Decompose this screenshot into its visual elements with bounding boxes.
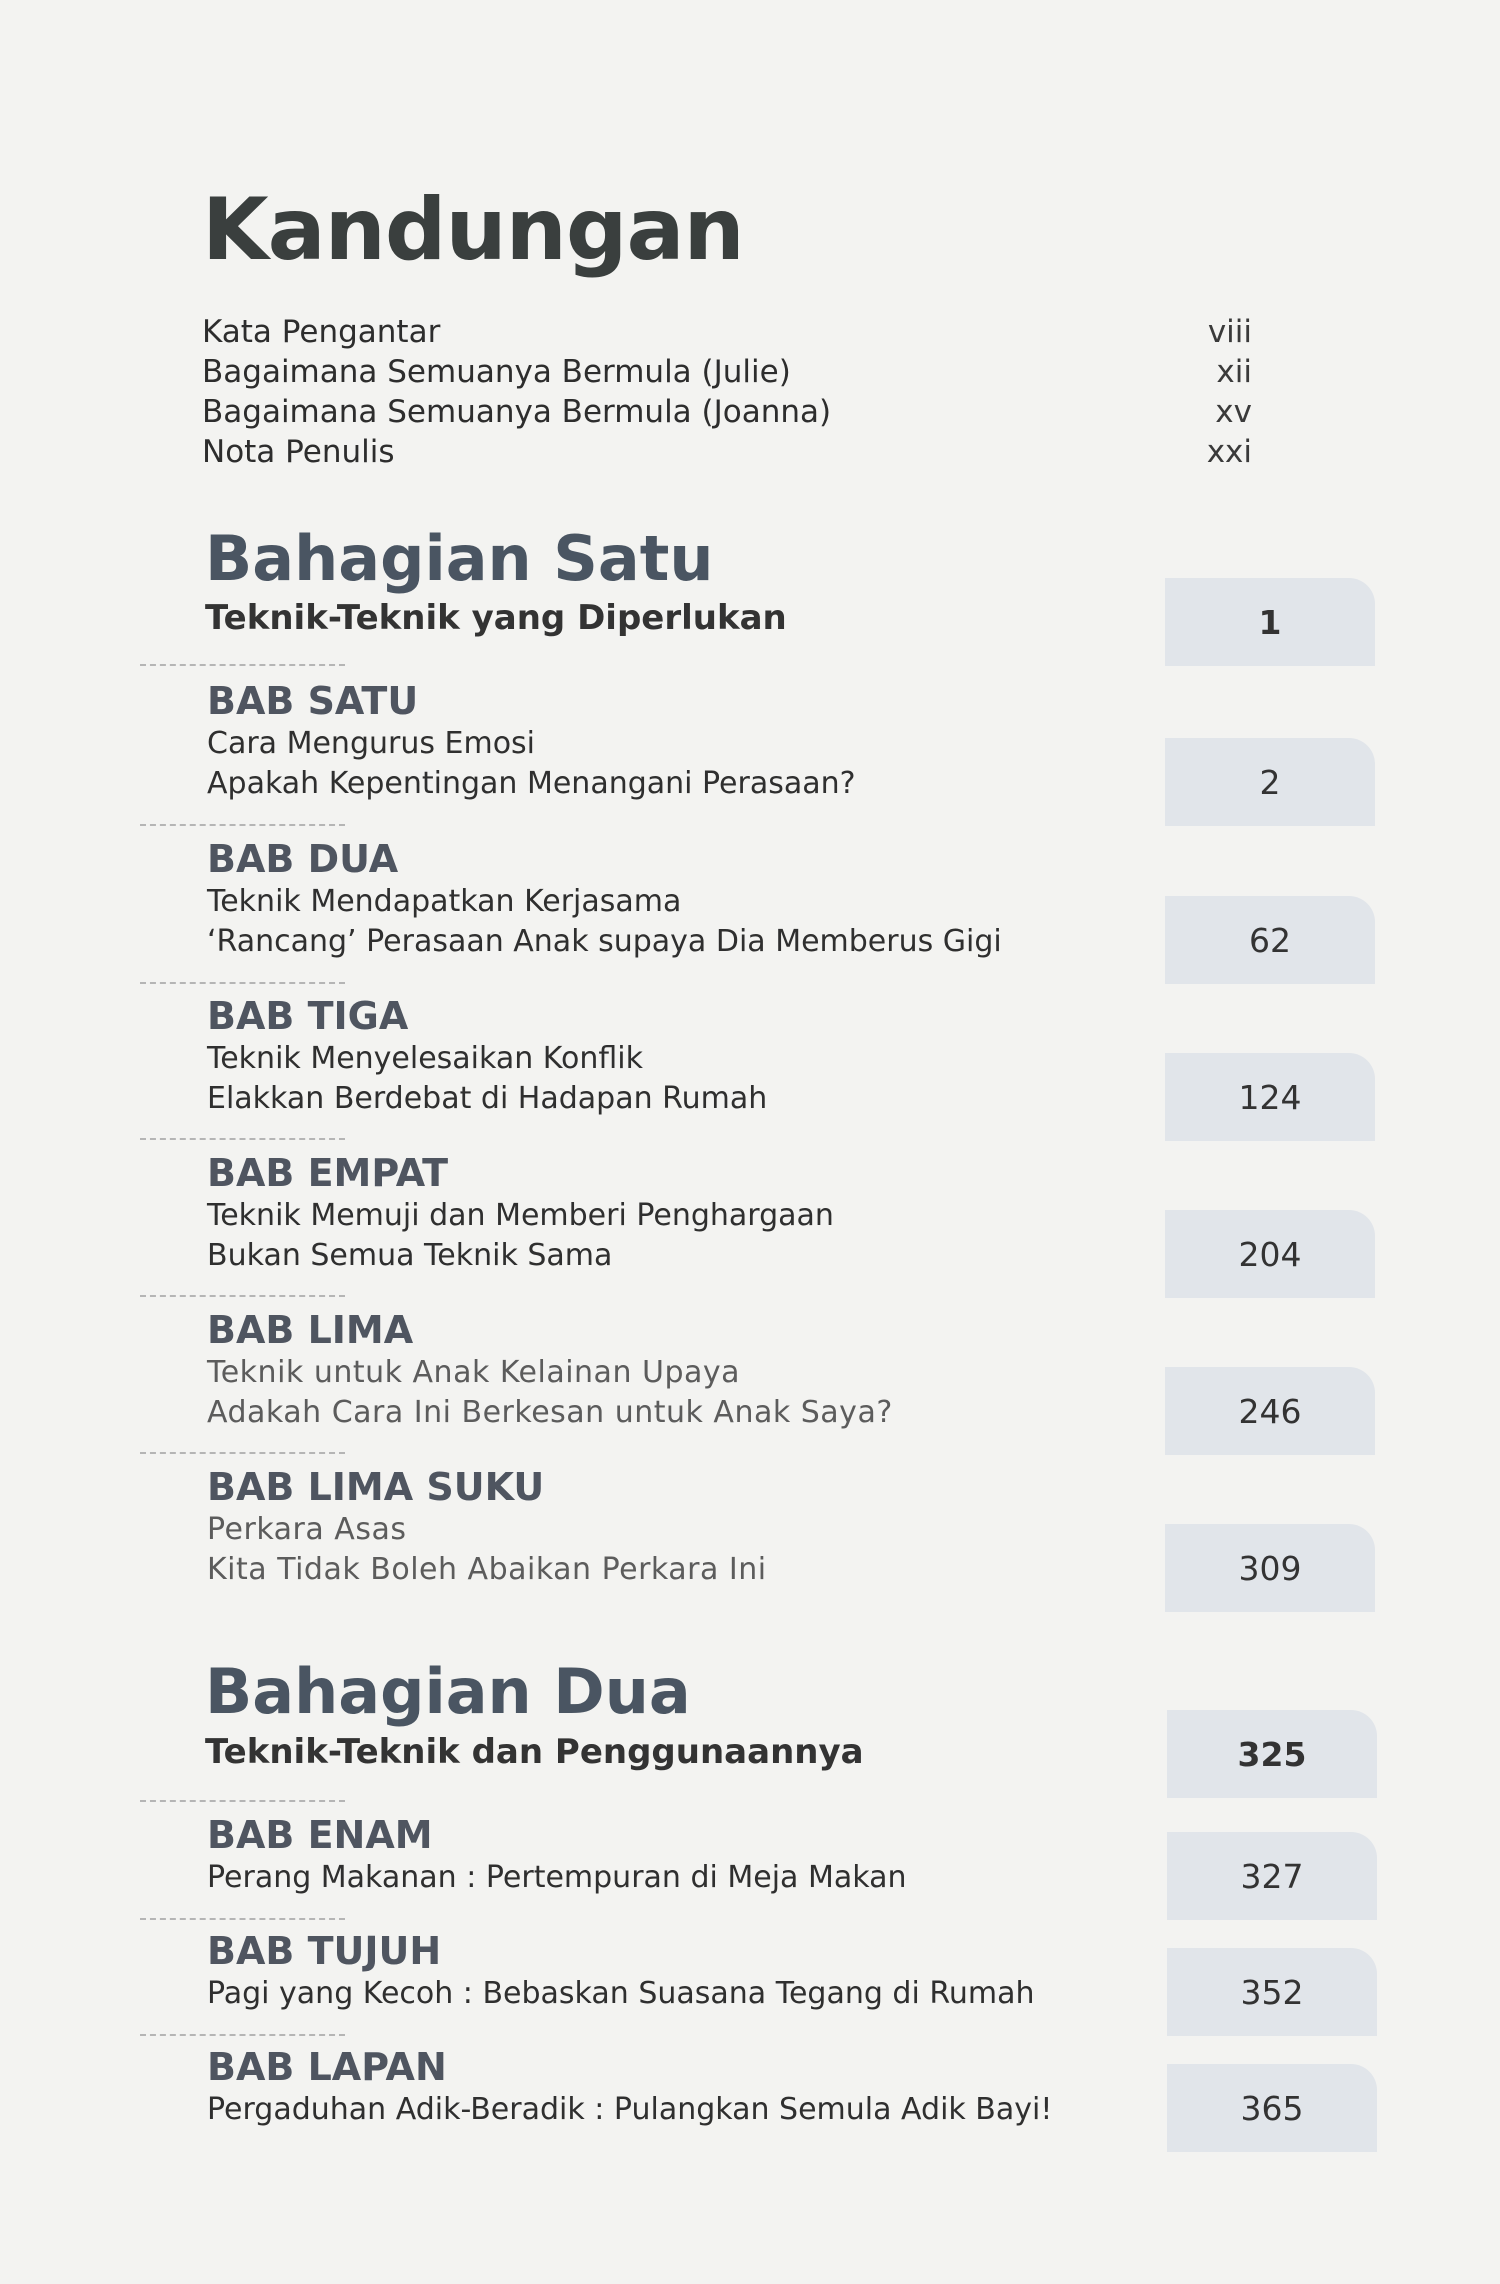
chapter-entry[interactable] [207, 836, 1107, 962]
chapter-page-tab[interactable]: 365 [1167, 2064, 1377, 2152]
chapter-page-tab[interactable]: 62 [1165, 896, 1375, 984]
chapter-title: Teknik Mendapatkan Kerjasama [207, 884, 682, 919]
chapter-subtitle: Adakah Cara Ini Berkesan untuk Anak Saya? [207, 1395, 893, 1430]
part-two-title: Bahagian Dua [205, 1655, 691, 1728]
chapter-label: BAB LIMA SUKU [207, 1465, 545, 1509]
divider [140, 1452, 345, 1454]
divider [140, 2034, 345, 2036]
chapter-title: Pagi yang Kecoh : Bebaskan Suasana Tegang di Rumah [207, 1976, 1035, 2011]
chapter-subtitle: Apakah Kepentingan Menangani Perasaan? [207, 766, 856, 801]
chapter-title: Cara Mengurus Emosi [207, 726, 536, 761]
chapter-title: Teknik Memuji dan Memberi Penghargaan [207, 1198, 834, 1233]
front-matter-label: Nota Penulis [202, 434, 395, 470]
chapter-title: Perang Makanan : Pertempuran di Meja Makan [207, 1860, 907, 1895]
divider [140, 1138, 345, 1140]
chapter-title: Teknik untuk Anak Kelainan Upaya [207, 1355, 741, 1390]
chapter-entry[interactable] [207, 678, 1107, 804]
chapter-subtitle: Bukan Semua Teknik Sama [207, 1238, 613, 1273]
chapter-page-tab[interactable]: 246 [1165, 1367, 1375, 1455]
chapter-entry[interactable] [207, 2044, 1107, 2130]
part-one-title: Bahagian Satu [205, 522, 714, 595]
chapter-label: BAB LIMA [207, 1308, 414, 1352]
chapter-page-tab[interactable]: 2 [1165, 738, 1375, 826]
chapter-page-tab[interactable]: 327 [1167, 1832, 1377, 1920]
chapter-page-tab[interactable]: 204 [1165, 1210, 1375, 1298]
page-title: Kandungan [202, 180, 744, 280]
chapter-title: Perkara Asas [207, 1512, 407, 1547]
divider [140, 824, 345, 826]
chapter-entry[interactable] [207, 1150, 1107, 1276]
part-two-page-tab[interactable]: 325 [1167, 1710, 1377, 1798]
divider [140, 664, 345, 666]
part-two-subtitle: Teknik-Teknik dan Penggunaannya [205, 1732, 864, 1772]
chapter-entry[interactable] [207, 1812, 1107, 1898]
front-matter-item[interactable] [202, 312, 1252, 352]
front-matter-page: xii [1216, 354, 1252, 390]
chapter-label: BAB TUJUH [207, 1929, 442, 1973]
chapter-entry[interactable] [207, 1464, 1107, 1590]
divider [140, 1295, 345, 1297]
chapter-title: Teknik Menyelesaikan Konflik [207, 1041, 643, 1076]
front-matter-item[interactable] [202, 392, 1252, 432]
part-one-page-tab[interactable]: 1 [1165, 578, 1375, 666]
chapter-label: BAB LAPAN [207, 2045, 447, 2089]
chapter-label: BAB DUA [207, 837, 399, 881]
front-matter-item[interactable] [202, 432, 1252, 472]
divider [140, 982, 345, 984]
chapter-label: BAB TIGA [207, 994, 409, 1038]
chapter-subtitle: Kita Tidak Boleh Abaikan Perkara Ini [207, 1552, 767, 1587]
chapter-subtitle: ‘Rancang’ Perasaan Anak supaya Dia Memberus Gigi [207, 924, 1002, 959]
chapter-entry[interactable] [207, 1928, 1107, 2014]
front-matter-label: Bagaimana Semuanya Bermula (Joanna) [202, 394, 832, 430]
chapter-title: Pergaduhan Adik-Beradik : Pulangkan Semula Adik Bayi! [207, 2092, 1053, 2127]
divider [140, 1918, 345, 1920]
chapter-label: BAB EMPAT [207, 1151, 449, 1195]
divider [140, 1800, 345, 1802]
chapter-entry[interactable] [207, 993, 1107, 1119]
front-matter-label: Bagaimana Semuanya Bermula (Julie) [202, 354, 791, 390]
chapter-page-tab[interactable]: 352 [1167, 1948, 1377, 2036]
front-matter-page: viii [1207, 314, 1252, 350]
front-matter-item[interactable] [202, 352, 1252, 392]
front-matter-page: xv [1215, 394, 1252, 430]
chapter-page-tab[interactable]: 124 [1165, 1053, 1375, 1141]
front-matter-list [202, 312, 1252, 472]
chapter-subtitle: Elakkan Berdebat di Hadapan Rumah [207, 1081, 768, 1116]
front-matter-page: xxi [1206, 434, 1252, 470]
chapter-label: BAB ENAM [207, 1813, 433, 1857]
chapter-label: BAB SATU [207, 679, 419, 723]
chapter-page-tab[interactable]: 309 [1165, 1524, 1375, 1612]
part-one-subtitle: Teknik-Teknik yang Diperlukan [205, 598, 787, 638]
front-matter-label: Kata Pengantar [202, 314, 441, 350]
chapter-entry[interactable] [207, 1307, 1107, 1433]
